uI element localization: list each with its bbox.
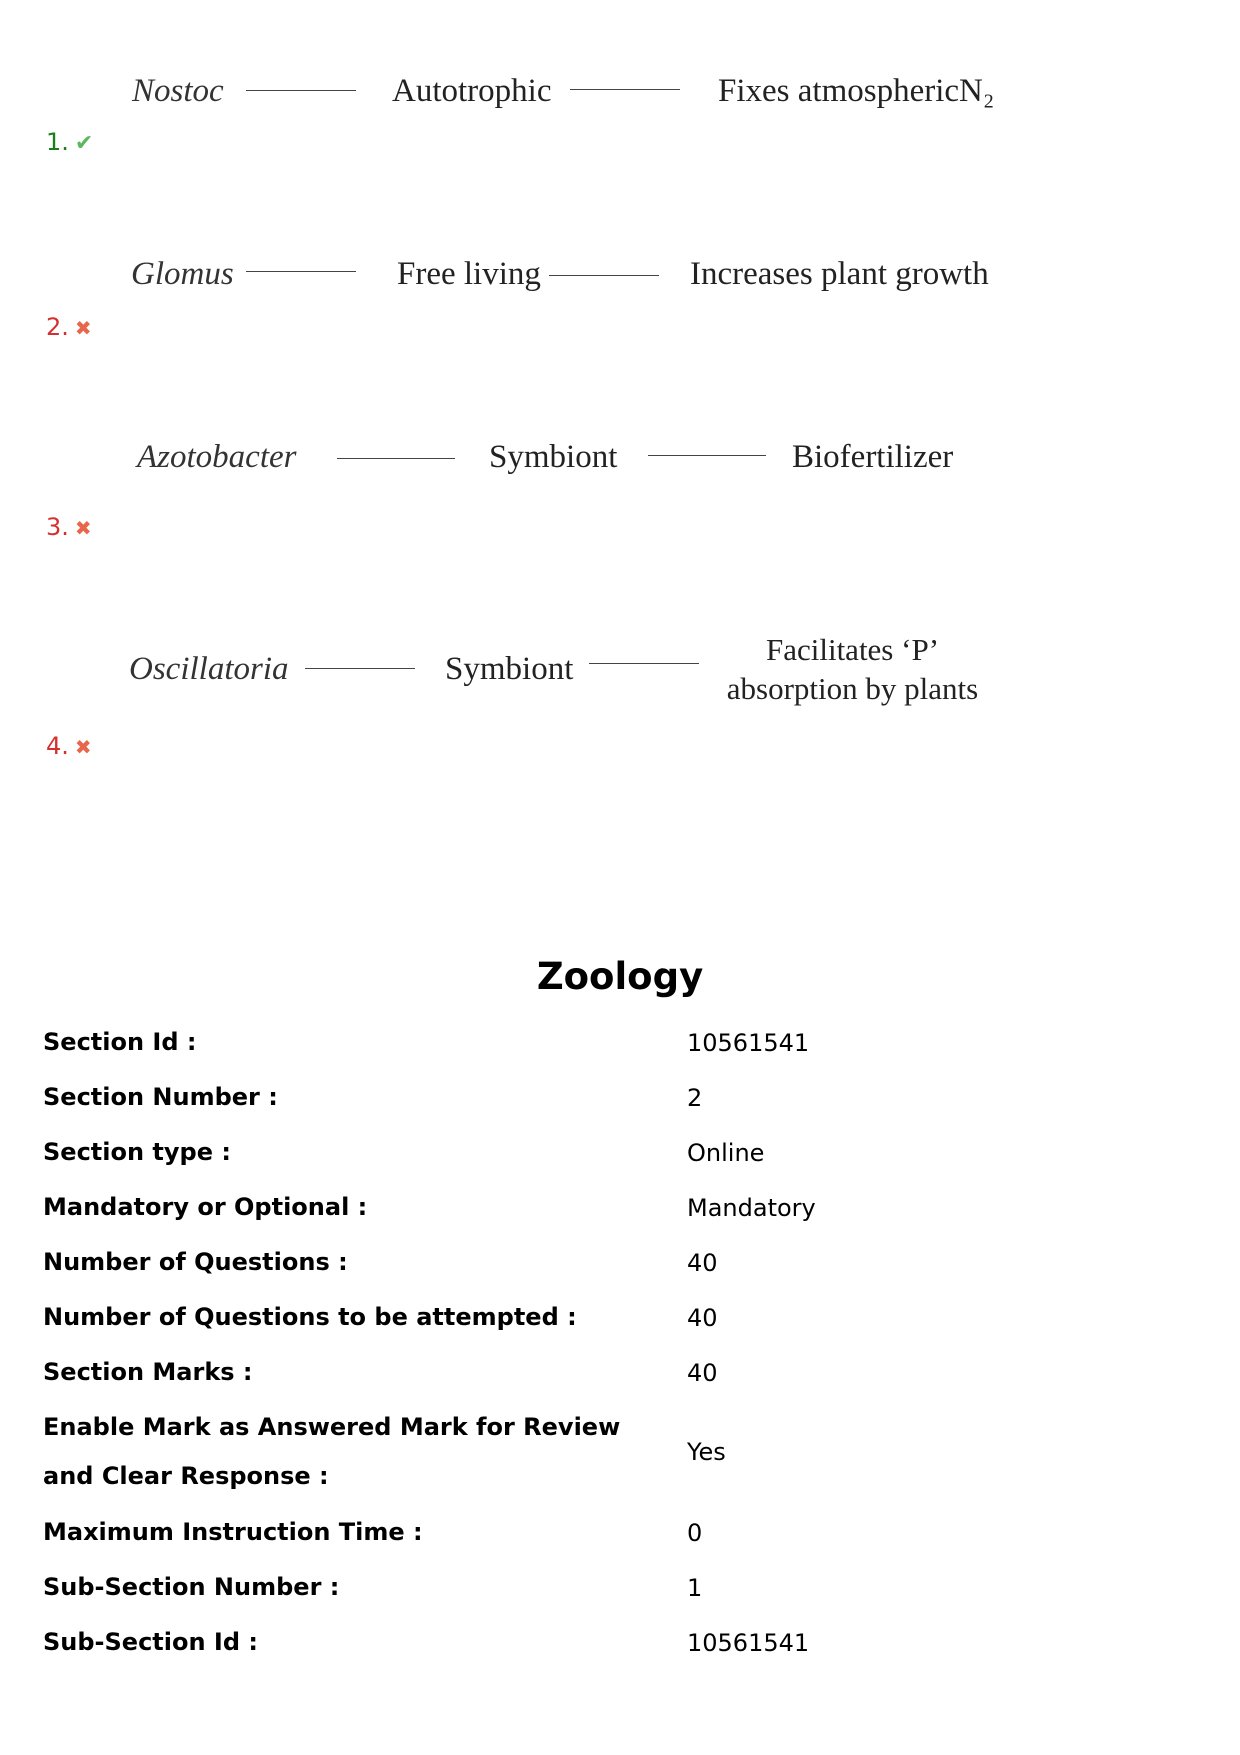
option-feature: Free living	[397, 256, 541, 292]
option-role: Biofertilizer	[792, 439, 954, 475]
option-4-number[interactable]	[46, 732, 92, 760]
row-value: 1	[687, 1574, 703, 1602]
option-organism: Glomus	[131, 256, 234, 292]
row-value: Online	[687, 1139, 765, 1167]
row-value: 10561541	[687, 1029, 810, 1057]
row-label: Section type :	[43, 1138, 231, 1166]
row-label: Section Marks :	[43, 1358, 253, 1386]
connector-line	[549, 275, 659, 276]
connector-line	[570, 89, 680, 90]
row-label: Sub-Section Id :	[43, 1628, 258, 1656]
option-1-number[interactable]	[46, 128, 93, 156]
row-label: Maximum Instruction Time :	[43, 1518, 423, 1546]
row-value: 40	[687, 1249, 718, 1277]
option-4-image	[0, 630, 1240, 710]
row-label: Sub-Section Number :	[43, 1573, 340, 1601]
connector-line	[305, 668, 415, 669]
row-value: 40	[687, 1304, 718, 1332]
option-organism: Nostoc	[132, 73, 224, 109]
row-value: 2	[687, 1084, 703, 1112]
option-2-image	[0, 253, 1240, 333]
row-label: Number of Questions to be attempted :	[43, 1303, 577, 1331]
connector-line	[246, 271, 356, 272]
option-role: Fixes atmosphericN₂	[718, 73, 995, 109]
option-number: 1.	[46, 128, 69, 156]
row-value: 10561541	[687, 1629, 810, 1657]
option-2-number[interactable]	[46, 313, 92, 341]
row-label: Number of Questions :	[43, 1248, 348, 1276]
connector-line	[648, 455, 766, 456]
option-role: Increases plant growth	[690, 256, 989, 292]
row-value: Yes	[687, 1438, 726, 1466]
row-label: Mandatory or Optional :	[43, 1193, 368, 1221]
option-feature: Autotrophic	[392, 73, 552, 109]
option-number: 2.	[46, 313, 69, 341]
check-icon: ✔	[74, 131, 94, 156]
cross-icon: ✖	[74, 516, 92, 540]
section-title: Zoology	[536, 955, 704, 998]
row-value: 0	[687, 1519, 703, 1547]
option-number: 3.	[46, 513, 69, 541]
option-organism: Oscillatoria	[129, 651, 289, 687]
option-number: 4.	[46, 732, 69, 760]
row-value: 40	[687, 1359, 718, 1387]
option-role: Facilitates ‘P’ absorption by plants	[726, 632, 979, 706]
option-feature: Symbiont	[445, 651, 574, 687]
option-1-image	[0, 70, 1240, 150]
connector-line	[589, 663, 699, 664]
row-label: Section Id :	[43, 1028, 197, 1056]
option-feature: Symbiont	[489, 439, 618, 475]
option-3-image	[0, 436, 1240, 516]
row-label: Section Number :	[43, 1083, 278, 1111]
cross-icon: ✖	[74, 735, 92, 759]
row-label: Enable Mark as Answered Mark for Review and Clear Response :	[43, 1413, 621, 1490]
cross-icon: ✖	[74, 316, 92, 340]
option-organism: Azotobacter	[137, 439, 297, 475]
connector-line	[337, 458, 455, 459]
row-value: Mandatory	[687, 1194, 816, 1222]
connector-line	[246, 90, 356, 91]
option-3-number[interactable]	[46, 513, 92, 541]
